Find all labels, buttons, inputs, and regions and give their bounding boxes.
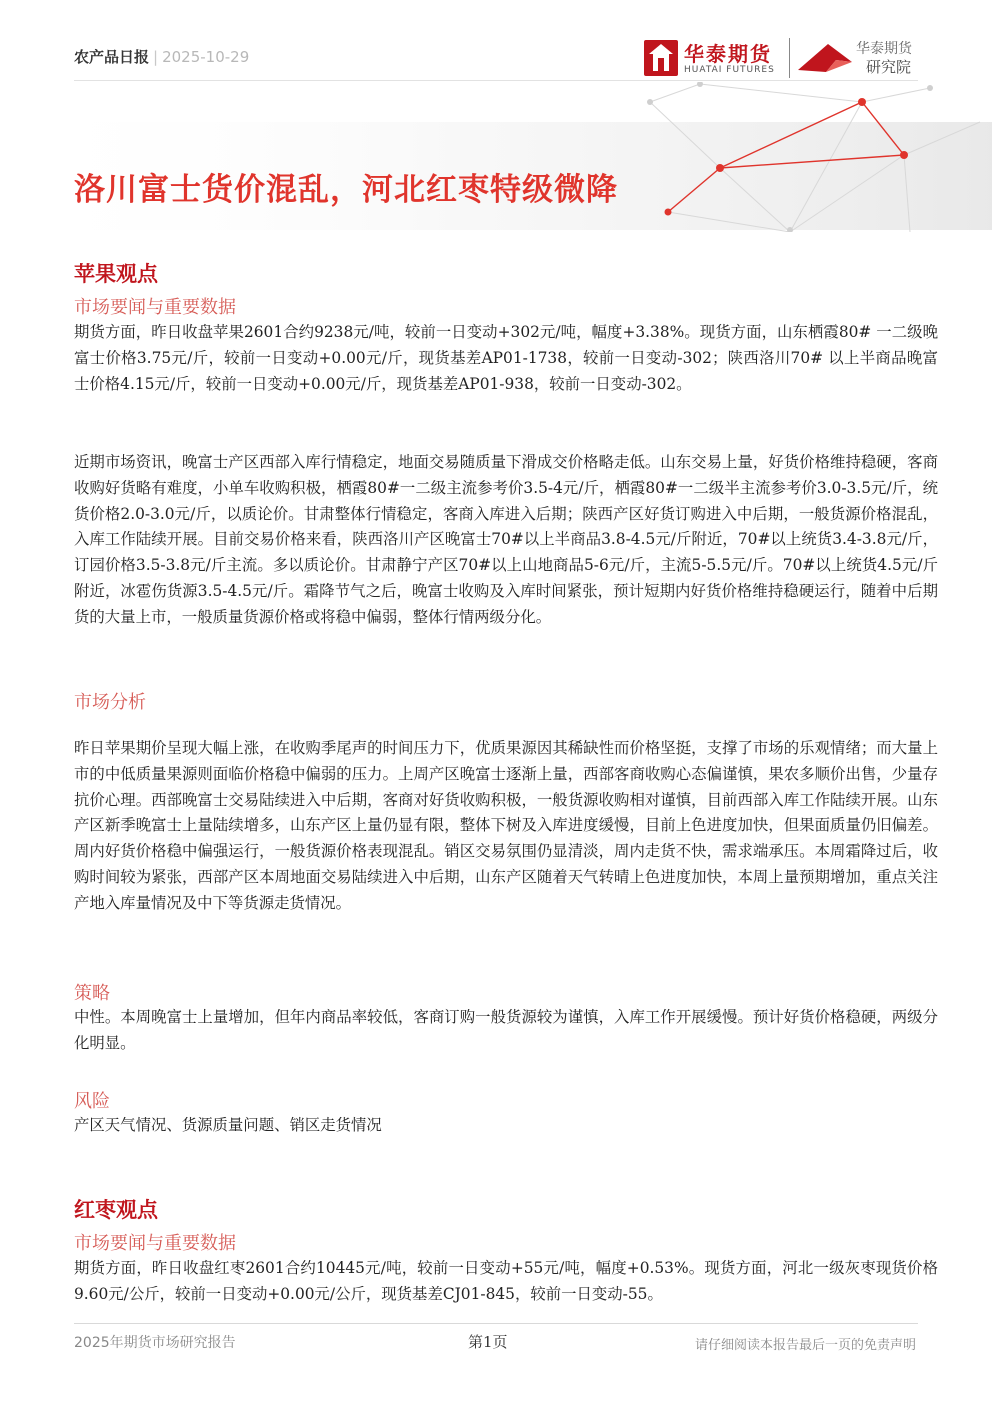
apple-risk-heading: 风险	[74, 1091, 110, 1112]
apple-news-paragraph-1: 期货方面，昨日收盘苹果2601合约9238元/吨，较前一日变动+302元/吨，幅度+3.38%。现货方面，山东栖霞80# 一二级晚富士价格3.75元/斤，较前一日变动+0.00元/斤，现货基差AP01-1738，较前一日变动-302；陕西洛川70# 以上半商品晚富士价格4.15元/斤，较前一日变动+0.00元/斤，现货基差AP01-938，较前一日变动-302。	[74, 323, 938, 393]
apple-news-paragraph-2: 近期市场资讯，晚富士产区西部入库行情稳定，地面交易随质量下滑成交价格略走低。山东交易上量，好货价格维持稳硬，客商收购好货略有难度，小单车收购积极，栖霞80#一二级主流参考价3.5-4元/斤，栖霞80#一二级半主流参考价3.0-3.5元/斤，统货价格2.0-3.0元/斤，以质论价。甘肃整体行情稳定，客商入库进入后期；陕西产区好货订购进入中后期，一般货源价格混乱，入库工作陆续开展。目前交易价格来看，陕西洛川产区晚富士70#以上半商品3.8-4.5元/斤附近，70#以上统货3.4-3.8元/斤，订园价格3.5-3.8元/斤主流。多以质论价。甘肃静宁产区70#以上山地商品5-6元/斤，主流5-5.5元/斤。70#以上统货4.5元/斤附近，冰雹伤货源3.5-4.5元/斤。霜降节气之后，晚富士收购及入库时间紧张，预计短期内好货价格维持稳硬运行，随着中后期货的大量上市，一般质量货源价格或将稳中偏弱，整体行情两级分化。	[74, 453, 938, 626]
research-logo-icon	[796, 40, 854, 74]
logo-divider	[789, 38, 790, 78]
logo-secondary-line2: 研究院	[866, 58, 912, 76]
huatai-logo-icon	[644, 40, 678, 76]
apple-strategy-paragraph: 中性。本周晚富士上量增加，但年内商品率较低，客商订购一般货源较为谨慎，入库工作开展缓慢。预计好货价格稳硬，两级分化明显。	[74, 1008, 938, 1052]
apple-analysis-paragraph: 昨日苹果期价呈现大幅上涨，在收购季尾声的时间压力下，优质果源因其稀缺性而价格坚挺，支撑了市场的乐观情绪；而大量上市的中低质量果源则面临价格稳中偏弱的压力。上周产区晚富士逐渐上量，西部客商收购心态偏谨慎，果农多顺价出售，少量存抗价心理。西部晚富士交易陆续进入中后期，客商对好货收购积极，一般货源收购相对谨慎，目前西部入库工作陆续开展。山东产区新季晚富士上量陆续增多，山东产区上量仍显有限，整体下树及入库进度缓慢，目前上色进度加快，但果面质量仍旧偏差。周内好货价格稳中偏强运行，一般货源价格表现混乱。销区交易氛围仍显清淡，周内走货不快，需求端承压。本周霜降过后，收购时间较为紧张，西部产区本周地面交易陆续进入中后期，山东产区随着天气转晴上色进度加快，本周上量预期增加，重点关注产地入库量情况及中下等货源走货情况。	[74, 739, 938, 912]
apple-news-heading: 市场要闻与重要数据	[74, 297, 236, 318]
apple-risk-paragraph: 产区天气情况、货源质量问题、销区走货情况	[74, 1116, 382, 1134]
header-separator: |	[153, 48, 159, 66]
report-date: 2025-10-29	[162, 48, 250, 66]
footer-report-name: 2025年期货市场研究报告	[74, 1335, 236, 1351]
footer-divider	[74, 1323, 918, 1324]
page-number: 第1页	[468, 1333, 508, 1351]
jujube-news-paragraph-1: 期货方面，昨日收盘红枣2601合约10445元/吨，较前一日变动+55元/吨，幅度+0.53%。现货方面，河北一级灰枣现货价格9.60元/公斤，较前一日变动+0.00元/公斤，现货基差CJ01-845，较前一日变动-55。	[74, 1259, 938, 1303]
logo-primary-cn: 华泰期货	[684, 42, 772, 66]
huatai-futures-logo	[644, 38, 784, 80]
logo-secondary-line1: 华泰期货	[856, 41, 912, 57]
page-title: 洛川富士货价混乱，河北红枣特级微降	[74, 172, 618, 208]
title-banner	[0, 82, 992, 232]
logo-primary-en: HUATAI FUTURES	[684, 65, 775, 75]
jujube-section-title: 红枣观点	[74, 1198, 158, 1222]
report-header	[74, 46, 249, 67]
research-institute-logo	[796, 36, 926, 80]
jujube-news-heading: 市场要闻与重要数据	[74, 1233, 236, 1254]
apple-strategy-heading: 策略	[74, 983, 110, 1004]
apple-analysis-heading: 市场分析	[74, 692, 146, 713]
report-type: 农产品日报	[74, 48, 150, 66]
footer-disclaimer-note: 请仔细阅读本报告最后一页的免责声明	[694, 1338, 916, 1353]
apple-section-title: 苹果观点	[74, 262, 158, 286]
header-divider	[74, 80, 918, 81]
banner-network-graphic	[0, 82, 992, 232]
